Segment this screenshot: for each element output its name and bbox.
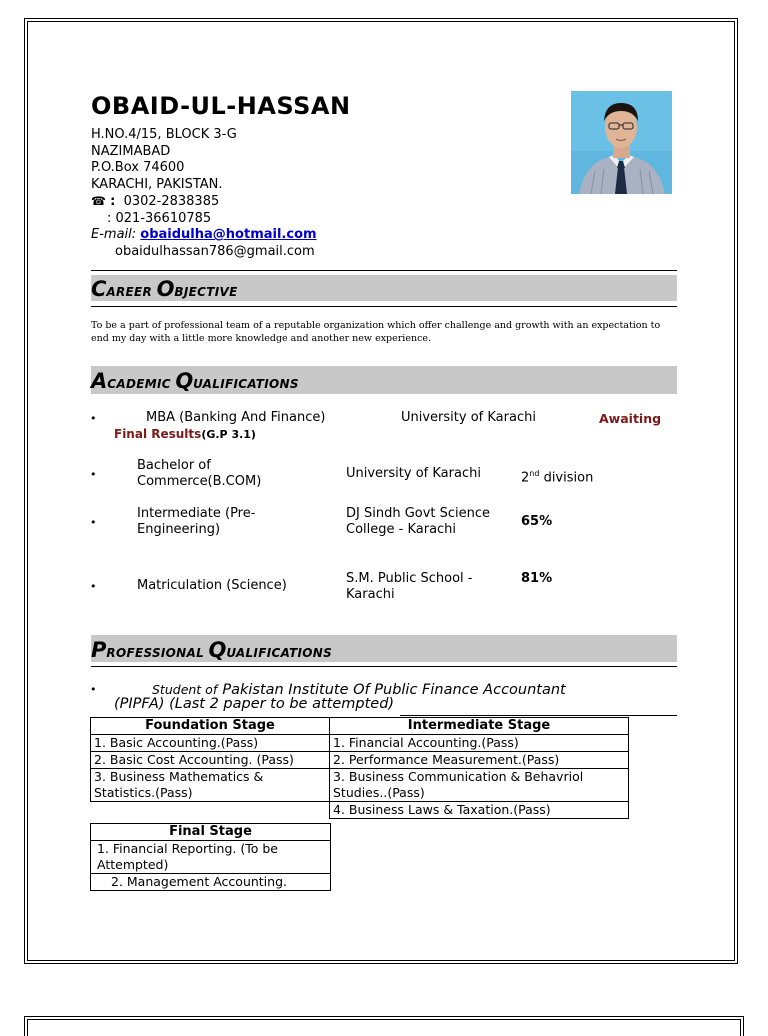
intermediate-result: 65% bbox=[521, 514, 553, 529]
phone-icon: ☎ bbox=[91, 194, 106, 208]
intermediate-item-3: 3. Business Communication & Behavriol Studies..(Pass) bbox=[330, 769, 629, 802]
matric-result: 81% bbox=[521, 571, 553, 586]
email-gmail: obaidulhassan786@gmail.com bbox=[115, 243, 315, 259]
mba-status-final: Final Results bbox=[114, 427, 202, 441]
candidate-name: OBAID-UL-HASSAN bbox=[91, 92, 351, 120]
final-item-2: 2. Management Accounting. bbox=[91, 874, 331, 891]
foundation-item-3: 3. Business Mathematics & Statistics.(Pass) bbox=[91, 769, 330, 802]
intermediate-item-2: 2. Performance Measurement.(Pass) bbox=[330, 752, 629, 769]
bullet-bcom: • bbox=[90, 468, 97, 481]
foundation-item-2: 2. Basic Cost Accounting. (Pass) bbox=[91, 752, 330, 769]
address-line-2: NAZIMABAD bbox=[91, 143, 171, 159]
career-objective-title: CAREER OBJECTIVE bbox=[91, 277, 238, 301]
bcom-institute: University of Karachi bbox=[346, 466, 481, 481]
career-objective-text: To be a part of professional team of a reputable organization which offer challenge and growth with an expectation to end my day with a little more knowledge and another new experience. bbox=[91, 320, 661, 344]
address-line-3: P.O.Box 74600 bbox=[91, 160, 185, 175]
professional-rule bbox=[91, 666, 677, 667]
final-stage-table bbox=[90, 823, 331, 891]
profile-photo bbox=[571, 91, 672, 194]
email-line-1 bbox=[91, 227, 317, 244]
phone-number-1: 0302-2838385 bbox=[123, 194, 220, 209]
mba-institute: University of Karachi bbox=[401, 410, 536, 425]
academic-qualifications-heading bbox=[91, 366, 677, 394]
mba-degree: MBA (Banking And Finance) bbox=[146, 410, 326, 425]
professional-qualifications-heading bbox=[91, 635, 677, 662]
academic-qualifications-title: ACADEMIC QUALIFICATIONS bbox=[91, 369, 299, 393]
career-rule-bottom bbox=[91, 306, 677, 307]
final-stage-header: Final Stage bbox=[91, 824, 331, 841]
phone-line-1 bbox=[91, 193, 317, 211]
bullet-mba: • bbox=[90, 412, 97, 425]
pipfa-institute-name: Pakistan Institute Of Public Finance Accountant bbox=[222, 682, 566, 698]
intermediate-stage-header: Intermediate Stage bbox=[330, 718, 629, 735]
foundation-item-1: 1. Basic Accounting.(Pass) bbox=[91, 735, 330, 752]
mba-status-awaiting: Awaiting bbox=[599, 411, 662, 426]
pipfa-student-of: Student of bbox=[152, 682, 218, 697]
pipfa-intro-line-2: (PIPFA) (Last 2 paper to be attempted) bbox=[114, 696, 395, 712]
intermediate-item-4: 4. Business Laws & Taxation.(Pass) bbox=[330, 802, 629, 819]
pipfa-stages-table bbox=[90, 717, 629, 819]
mba-status-line bbox=[114, 427, 256, 441]
phone-separator: : bbox=[110, 194, 116, 209]
career-rule-top bbox=[91, 270, 677, 271]
contact-block bbox=[91, 127, 317, 260]
bullet-intermediate: • bbox=[90, 516, 97, 529]
final-item-1: 1. Financial Reporting. (To be Attempted) bbox=[91, 841, 331, 874]
matric-degree: Matriculation (Science) bbox=[137, 578, 287, 593]
phone-number-2: : 021-36610785 bbox=[107, 210, 212, 226]
intermediate-institute: DJ Sindh Govt Science College - Karachi bbox=[346, 506, 491, 537]
next-page-border bbox=[24, 1016, 744, 1036]
foundation-empty-cell bbox=[91, 802, 330, 819]
bcom-degree: Bachelor of Commerce(B.COM) bbox=[137, 458, 262, 489]
email-label: E-mail: bbox=[91, 227, 137, 242]
matric-institute: S.M. Public School - Karachi bbox=[346, 571, 473, 602]
mba-gp: (G.P 3.1) bbox=[201, 428, 256, 441]
profile-photo-illustration bbox=[571, 91, 672, 194]
career-objective-heading bbox=[91, 275, 677, 301]
phone-line-2 bbox=[91, 211, 317, 228]
intermediate-item-1: 1. Financial Accounting.(Pass) bbox=[330, 735, 629, 752]
pipfa-rule bbox=[400, 715, 677, 716]
foundation-stage-header: Foundation Stage bbox=[91, 718, 330, 735]
bullet-pipfa: • bbox=[90, 683, 97, 696]
email-link-hotmail[interactable]: obaidulha@hotmail.com bbox=[140, 227, 317, 242]
address-line-1: H.NO.4/15, BLOCK 3-G bbox=[91, 127, 237, 142]
bcom-result: 2nd division bbox=[521, 469, 594, 486]
address-line-4: KARACHI, PAKISTAN. bbox=[91, 176, 223, 192]
bullet-matric: • bbox=[90, 580, 97, 593]
email-line-2 bbox=[91, 244, 317, 261]
intermediate-degree: Intermediate (Pre-Engineering) bbox=[137, 506, 256, 537]
professional-qualifications-title: PROFESSIONAL QUALIFICATIONS bbox=[91, 638, 333, 662]
